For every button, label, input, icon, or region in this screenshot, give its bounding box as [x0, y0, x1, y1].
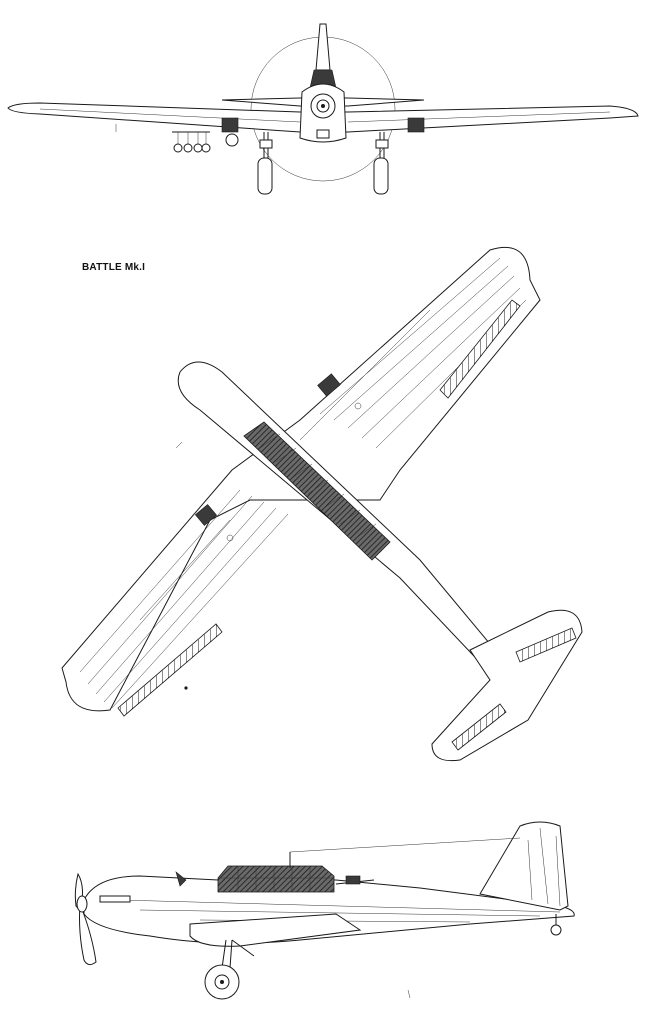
side-canopy	[218, 866, 334, 892]
front-view	[8, 24, 638, 194]
side-view	[75, 822, 574, 999]
side-landing-gear	[205, 940, 254, 999]
front-fin	[316, 24, 330, 70]
side-fin	[480, 822, 568, 910]
drawing-title: BATTLE Mk.I	[82, 262, 146, 273]
front-bombs	[172, 132, 210, 152]
plan-view	[62, 247, 582, 760]
